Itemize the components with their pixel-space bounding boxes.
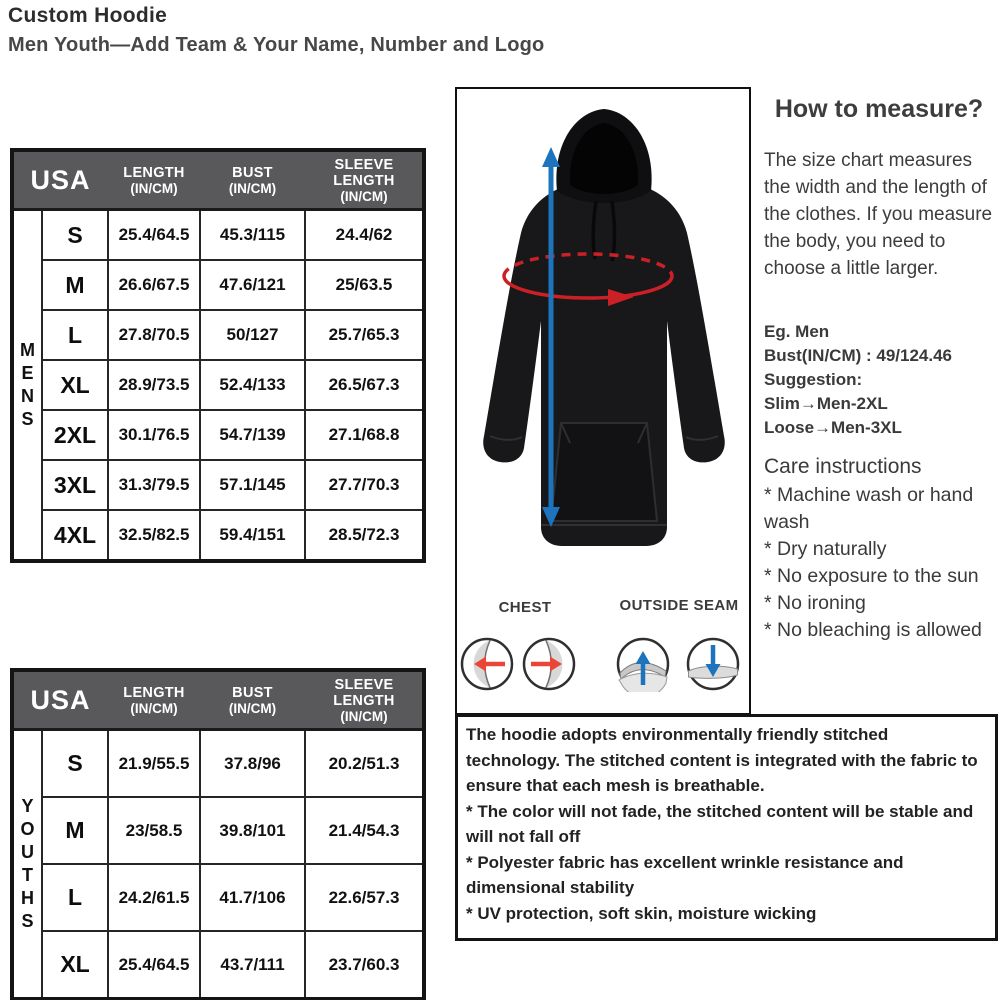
chest-arrow-left-icon — [459, 636, 515, 692]
sleeve-value-cell: 27.7/70.3 — [305, 460, 424, 510]
size-cell: M — [42, 260, 108, 310]
sizing-example-line: Loose→Men-3XL — [764, 418, 902, 437]
length-value-cell: 25.4/64.5 — [108, 210, 200, 261]
mens-group-label: M E N S — [12, 210, 42, 562]
care-instructions-list — [764, 482, 996, 644]
description-paragraph: The hoodie adopts environmentally friendly stitched technology. The stitched content is integrated with the fabric to ensure that each mesh is breathable. — [466, 725, 978, 795]
sleeve-value-cell: 26.5/67.3 — [305, 360, 424, 410]
youths-size-chart — [10, 668, 426, 1000]
sleeve-value-cell: 28.5/72.3 — [305, 510, 424, 561]
length-value-cell: 28.9/73.5 — [108, 360, 200, 410]
chest-label: CHEST — [498, 599, 552, 616]
size-row — [12, 864, 424, 931]
chest-arrow-right-icon — [521, 636, 577, 692]
bust-value-cell: 50/127 — [200, 310, 305, 360]
sleeve-value-cell: 21.4/54.3 — [305, 797, 424, 864]
bust-value-cell: 54.7/139 — [200, 410, 305, 460]
length-value-cell: 25.4/64.5 — [108, 931, 200, 999]
size-cell: L — [42, 310, 108, 360]
how-to-measure-panel — [762, 95, 996, 717]
column-header-cell: LENGTH (IN/CM) — [108, 670, 200, 730]
column-header-cell: BUST (IN/CM) — [200, 670, 305, 730]
measurement-diagram-panel — [455, 87, 751, 715]
care-instruction-item: * No ironing — [764, 592, 866, 614]
column-header-cell: BUST (IN/CM) — [200, 150, 305, 210]
column-header-cell: SLEEVE LENGTH (IN/CM) — [305, 670, 424, 730]
bust-value-cell: 52.4/133 — [200, 360, 305, 410]
bust-value-cell: 57.1/145 — [200, 460, 305, 510]
size-row — [12, 360, 424, 410]
bust-value-cell: 47.6/121 — [200, 260, 305, 310]
size-row — [12, 730, 424, 798]
size-row — [12, 410, 424, 460]
sizing-example-line: Slim→Men-2XL — [764, 394, 888, 413]
size-cell: L — [42, 864, 108, 931]
size-cell: M — [42, 797, 108, 864]
youths-group-label: Y O U T H S — [12, 730, 42, 1000]
care-instructions-heading: Care instructions — [764, 455, 922, 478]
description-paragraph: * UV protection, soft skin, moisture wicking — [466, 903, 817, 923]
size-cell: 4XL — [42, 510, 108, 561]
size-cell: S — [42, 730, 108, 798]
sizing-example-line: Eg. Men — [764, 322, 830, 341]
youths-table — [10, 668, 426, 1000]
sleeve-value-cell: 27.1/68.8 — [305, 410, 424, 460]
how-to-measure-body: The size chart measures the width and the length of the clothes. If you measure the body, you need to choose a little larger. — [764, 150, 993, 279]
length-value-cell: 21.9/55.5 — [108, 730, 200, 798]
care-instruction-item: * No exposure to the sun — [764, 565, 979, 587]
size-row — [12, 510, 424, 561]
length-value-cell: 26.6/67.5 — [108, 260, 200, 310]
sleeve-value-cell: 23.7/60.3 — [305, 931, 424, 999]
size-row — [12, 931, 424, 999]
bust-value-cell: 59.4/151 — [200, 510, 305, 561]
sleeve-value-cell: 25/63.5 — [305, 260, 424, 310]
length-value-cell: 30.1/76.5 — [108, 410, 200, 460]
sleeve-value-cell: 24.4/62 — [305, 210, 424, 261]
length-value-cell: 31.3/79.5 — [108, 460, 200, 510]
mens-size-chart — [10, 148, 426, 563]
product-description-box — [455, 714, 998, 941]
column-header-cell: LENGTH (IN/CM) — [108, 150, 200, 210]
outside-seam-label: OUTSIDE SEAM — [619, 597, 739, 614]
size-cell: XL — [42, 931, 108, 999]
bust-value-cell: 45.3/115 — [200, 210, 305, 261]
hoodie-image — [460, 91, 748, 596]
description-paragraph: * Polyester fabric has excellent wrinkle resistance and dimensional stability — [466, 852, 904, 897]
sizing-example-line: Bust(IN/CM) : 49/124.46 — [764, 346, 952, 365]
bust-value-cell: 39.8/101 — [200, 797, 305, 864]
bust-value-cell: 37.8/96 — [200, 730, 305, 798]
seam-arrow-down-icon — [685, 636, 741, 692]
seam-arrow-up-icon — [615, 636, 671, 692]
sizing-example — [764, 320, 996, 440]
size-cell: S — [42, 210, 108, 261]
hoodie-silhouette — [483, 109, 725, 546]
usa-header-cell: USA — [12, 670, 108, 730]
size-cell: 2XL — [42, 410, 108, 460]
bust-value-cell: 43.7/111 — [200, 931, 305, 999]
length-value-cell: 27.8/70.5 — [108, 310, 200, 360]
size-row — [12, 310, 424, 360]
sizing-example-line: Suggestion: — [764, 370, 863, 389]
size-row — [12, 460, 424, 510]
length-value-cell: 23/58.5 — [108, 797, 200, 864]
care-instruction-item: * Machine wash or hand wash — [764, 484, 974, 533]
size-cell: 3XL — [42, 460, 108, 510]
size-row — [12, 797, 424, 864]
care-instruction-item: * No bleaching is allowed — [764, 619, 982, 641]
length-value-cell: 24.2/61.5 — [108, 864, 200, 931]
bust-value-cell: 41.7/106 — [200, 864, 305, 931]
sleeve-value-cell: 20.2/51.3 — [305, 730, 424, 798]
page-title: Custom Hoodie — [8, 4, 168, 27]
page-subtitle: Men Youth—Add Team & Your Name, Number and Logo — [8, 34, 545, 56]
description-paragraph: * The color will not fade, the stitched content will be stable and will not fall off — [466, 801, 974, 846]
size-row — [12, 210, 424, 261]
mens-table — [10, 148, 426, 563]
how-to-measure-heading: How to measure? — [774, 95, 984, 123]
sleeve-value-cell: 22.6/57.3 — [305, 864, 424, 931]
column-header-cell: SLEEVE LENGTH (IN/CM) — [305, 150, 424, 210]
length-value-cell: 32.5/82.5 — [108, 510, 200, 561]
care-instructions — [764, 453, 996, 644]
sleeve-value-cell: 25.7/65.3 — [305, 310, 424, 360]
size-row — [12, 260, 424, 310]
size-cell: XL — [42, 360, 108, 410]
care-instruction-item: * Dry naturally — [764, 538, 887, 560]
usa-header-cell: USA — [12, 150, 108, 210]
